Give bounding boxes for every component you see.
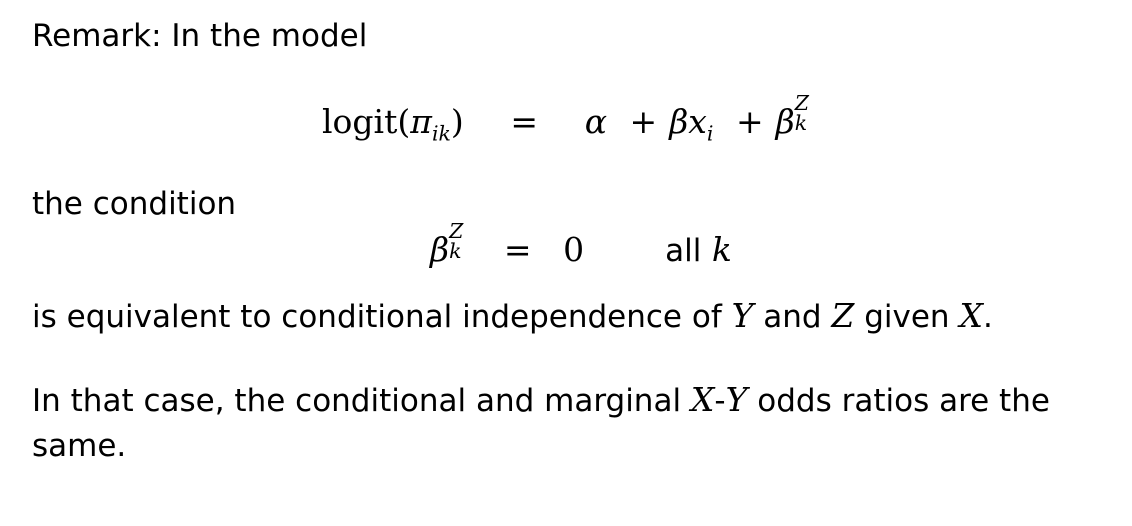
condition-qualifier-var: k — [711, 230, 732, 269]
x-symbol: x — [688, 102, 707, 141]
beta-z-symbol: β — [775, 102, 795, 141]
var-x: X — [959, 296, 983, 335]
logit-label: logit( — [322, 102, 411, 141]
case-var-y: Y — [725, 380, 748, 419]
condition-intro: the condition — [32, 186, 237, 222]
case-sentence-line-2: same. — [32, 428, 127, 464]
equivalence-sentence — [32, 296, 993, 335]
equivalence-end: . — [982, 299, 993, 335]
case-var-x: X — [690, 380, 715, 419]
var-y: Y — [731, 296, 754, 335]
condition-beta-superscript: Z — [449, 218, 464, 243]
case-post: odds ratios are the — [747, 383, 1050, 419]
pi-subscript: ik — [431, 121, 451, 146]
condition-equals-sign: = — [503, 230, 532, 269]
condition-equation — [430, 218, 732, 269]
x-subscript: i — [706, 121, 714, 146]
logit-close: ) — [450, 102, 464, 141]
condition-value: 0 — [563, 230, 585, 269]
equals-sign: = — [510, 102, 539, 141]
var-z: Z — [831, 296, 855, 335]
condition-beta-subscript: k — [449, 239, 462, 264]
equivalence-pre: is equivalent to conditional independence of — [32, 299, 732, 335]
beta-symbol: β — [669, 102, 689, 141]
case-pre: In that case, the conditional and marginal — [32, 383, 691, 419]
equivalence-and: and — [753, 299, 832, 335]
equivalence-given: given — [854, 299, 960, 335]
condition-beta-symbol: β — [430, 230, 450, 269]
condition-qualifier: all — [665, 233, 702, 269]
pi-symbol: π — [410, 102, 432, 141]
plus-sign: + — [629, 102, 658, 141]
model-equation — [322, 90, 818, 146]
beta-z-subscript: k — [794, 111, 808, 136]
plus-sign-2: + — [735, 102, 764, 141]
alpha-symbol: α — [584, 102, 608, 141]
case-sentence-line-1 — [32, 380, 1050, 419]
case-dash: - — [714, 383, 726, 419]
beta-z-superscript: Z — [794, 90, 809, 115]
remark-intro: Remark: In the model — [32, 18, 368, 54]
